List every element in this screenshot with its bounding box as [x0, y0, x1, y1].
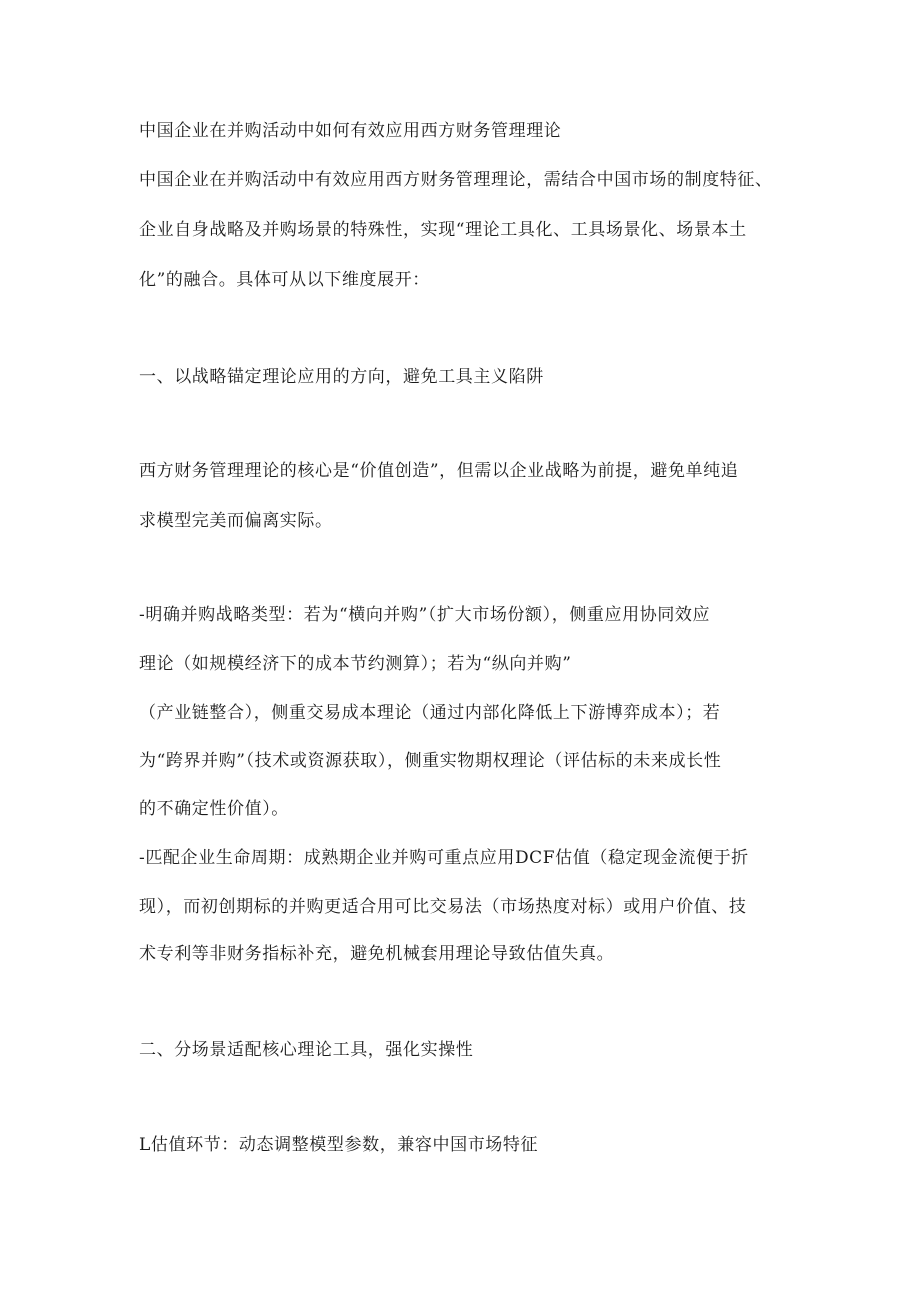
intro-paragraph-line: 化”的融合。具体可从以下维度展开： — [139, 270, 430, 290]
lifecycle-paragraph-line: 现），而初创期标的并购更适合用可比交易法（市场热度对标）或用户价值、技 — [139, 897, 747, 917]
strategy-type-paragraph-line: 理论（如规模经济下的成本节约测算）；若为“纵向并购” — [139, 654, 572, 674]
strategy-type-paragraph-line: 的不确定性价值）。 — [139, 799, 289, 819]
valuation-subheading: L估值环节：动态调整模型参数，兼容中国市场特征 — [139, 1135, 539, 1155]
lifecycle-paragraph-line: -匹配企业生命周期：成熟期企业并购可重点应用DCF估值（稳定现金流便于折 — [139, 848, 749, 868]
strategy-type-paragraph-line: （产业链整合），侧重交易成本理论（通过内部化降低上下游博弈成本）；若 — [139, 703, 721, 723]
section-heading-2: 二、分场景适配核心理论工具，强化实操性 — [139, 1040, 474, 1060]
strategy-type-paragraph-line: -明确并购战略类型：若为“横向并购”（扩大市场份额），侧重应用协同效应 — [139, 605, 711, 625]
section-1-paragraph-line: 求模型完美而偏离实际。 — [139, 511, 333, 531]
section-heading-1: 一、以战略锚定理论应用的方向，避免工具主义陷阱 — [139, 367, 544, 387]
intro-paragraph-line: 中国企业在并购活动中有效应用西方财务管理理论，需结合中国市场的制度特征、 — [139, 170, 773, 190]
section-1-paragraph-line: 西方财务管理理论的核心是“价值创造”，但需以企业战略为前提，避免单纯追 — [139, 461, 739, 481]
lifecycle-paragraph-line: 术专利等非财务指标补充，避免机械套用理论导致估值失真。 — [139, 944, 615, 964]
document-title: 中国企业在并购活动中如何有效应用西方财务管理理论 — [139, 121, 562, 141]
strategy-type-paragraph-line: 为“跨界并购”（技术或资源获取），侧重实物期权理论（评估标的未来成长性 — [139, 751, 722, 771]
intro-paragraph-line: 企业自身战略及并购场景的特殊性，实现“理论工具化、工具场景化、场景本土 — [139, 220, 747, 240]
